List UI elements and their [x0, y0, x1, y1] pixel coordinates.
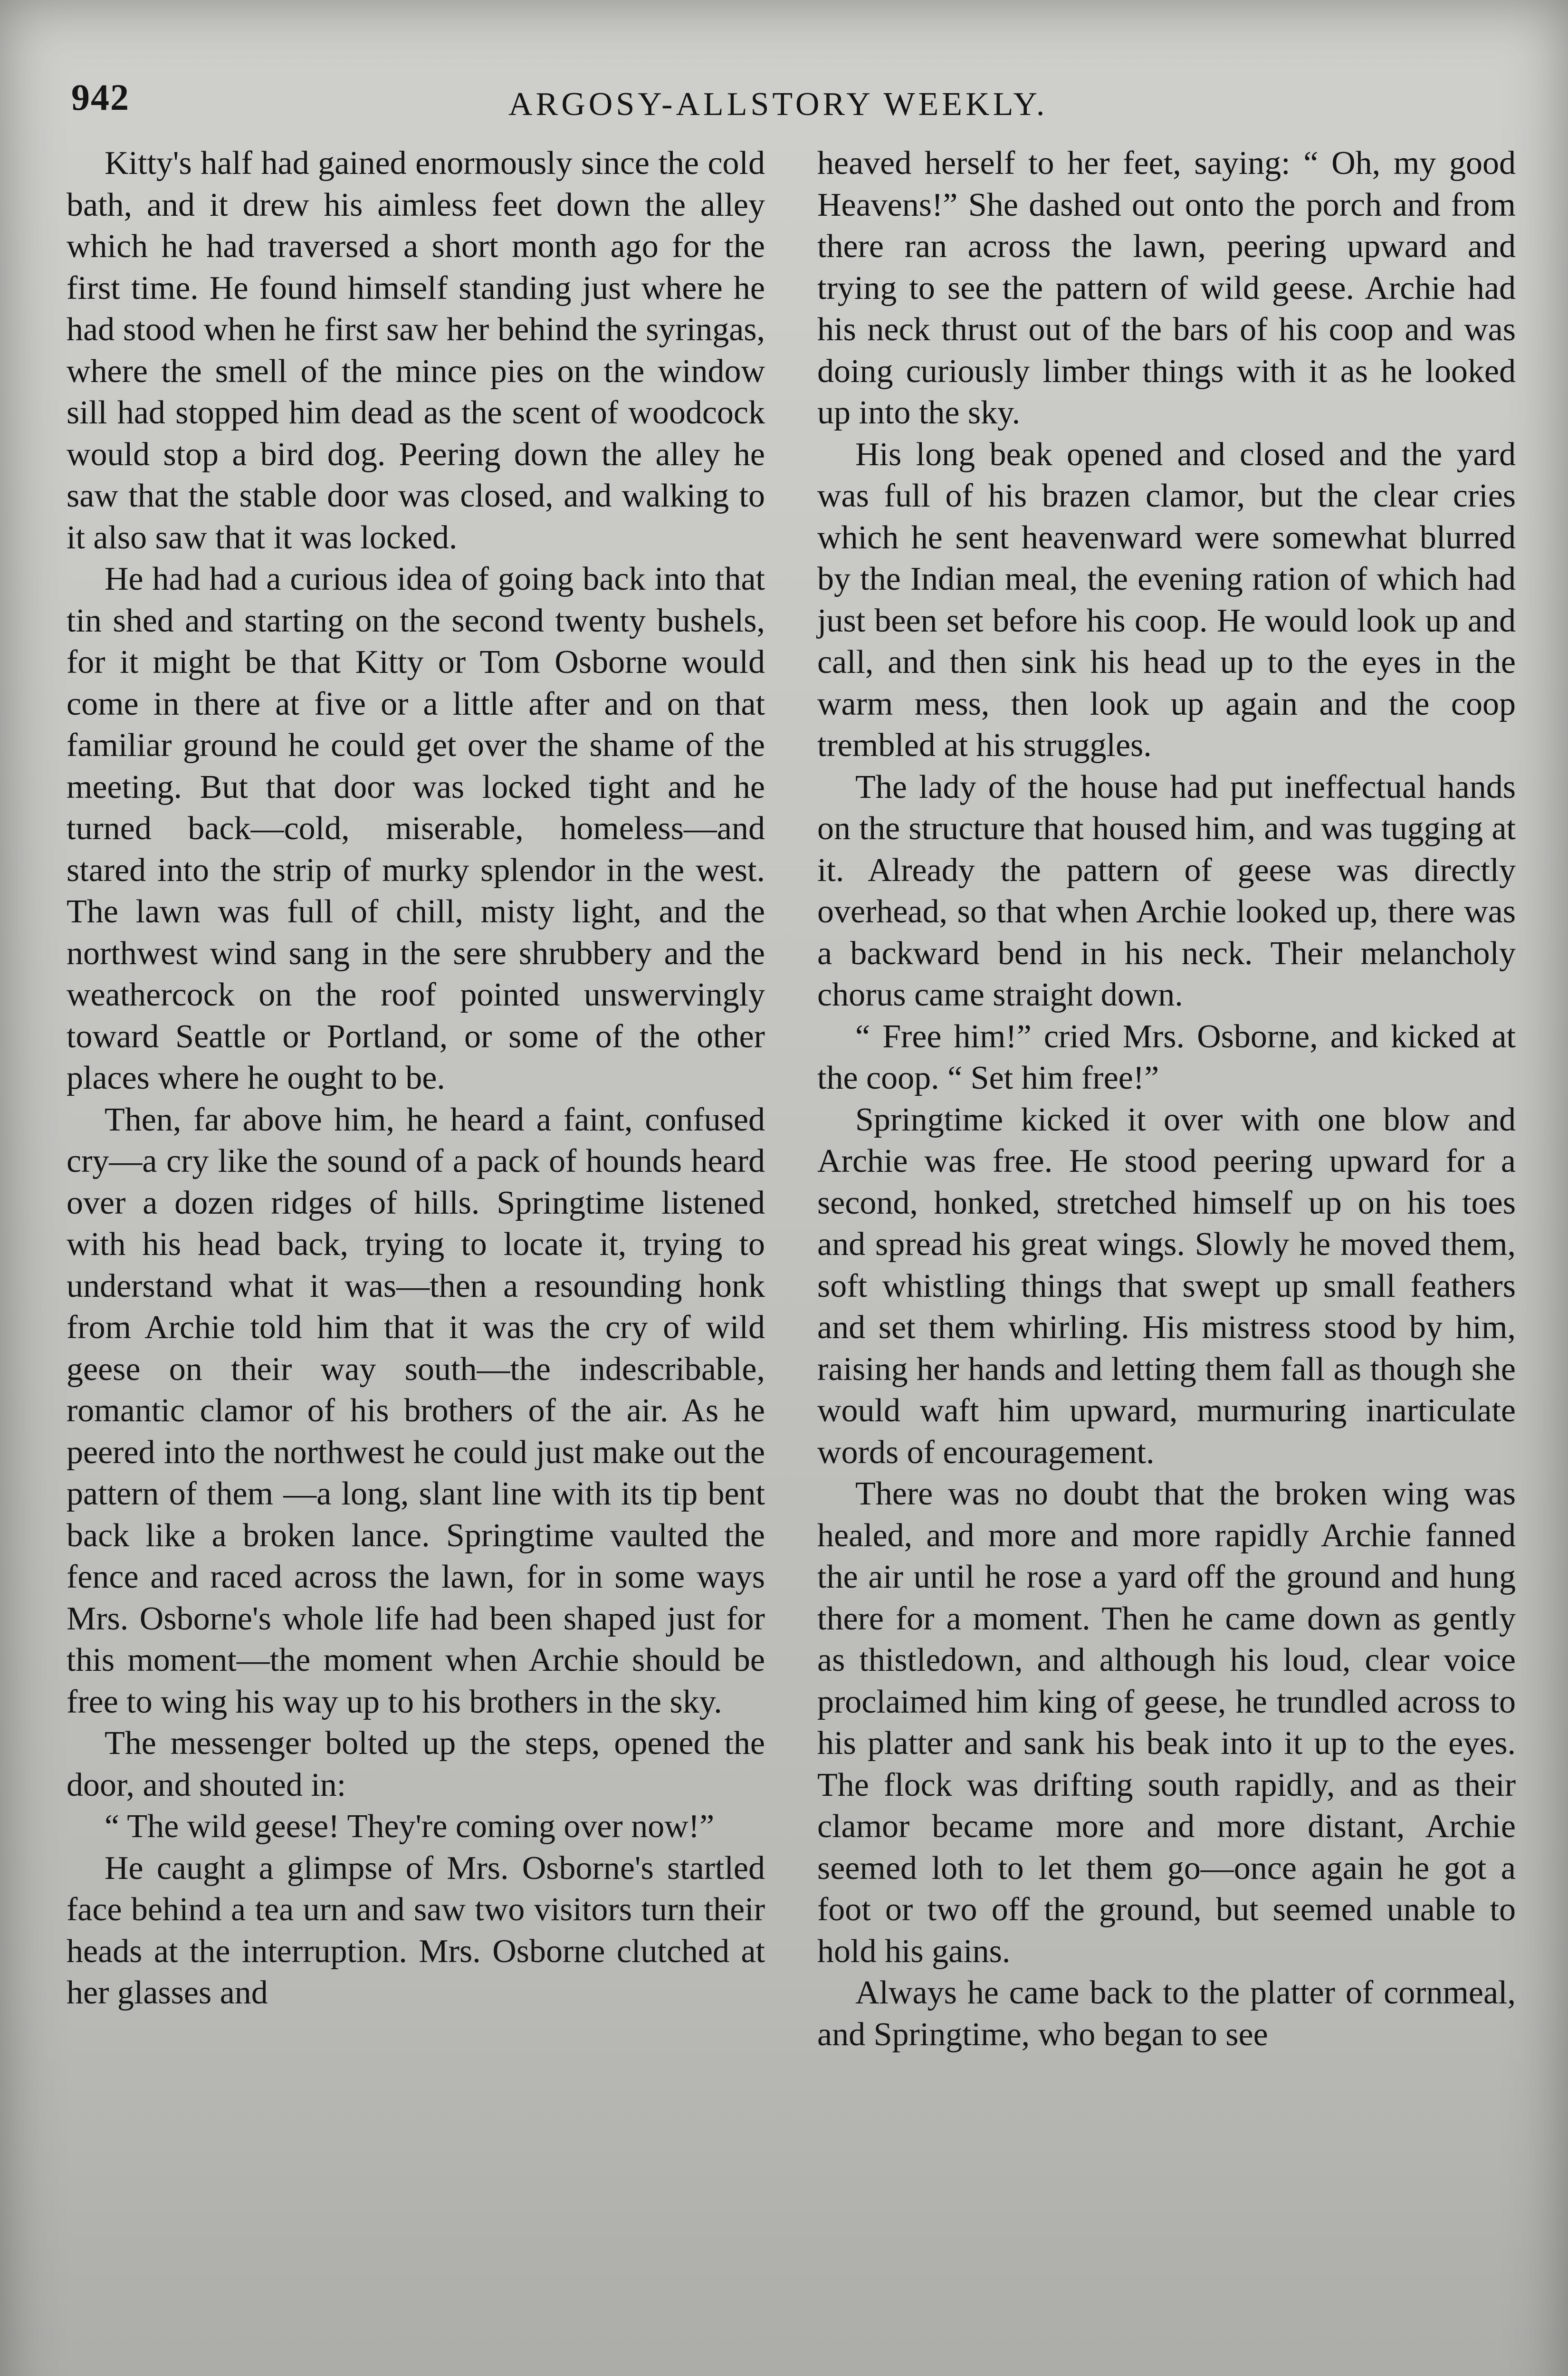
- left-column: [67, 143, 765, 2014]
- paragraph: He caught a glimpse of Mrs. Osborne's startled face behind a tea urn and saw two visitors turn their heads at the interruption. Mrs. Osborne clutched at her glasses and: [67, 1849, 765, 2011]
- running-head: ARGOSY-ALLSTORY WEEKLY.: [508, 86, 1048, 123]
- page-number: 942: [71, 77, 130, 118]
- paragraph: “ Free him!” cried Mrs. Osborne, and kicked at the coop. “ Set him free!”: [817, 1018, 1516, 1096]
- paragraph: Then, far above him, he heard a faint, confused cry—a cry like the sound of a pack of hounds heard over a dozen ridges of hills. Springtime listened with his head back, trying to locate it, trying to understand what it was—then a resounding honk from Archie told him that it was the cry of wild geese on their way south—the indescribable, romantic clamor of his brothers of the air. As he peered into the northwest he could just make out the pattern of them —a long, slant line with its tip bent back like a broken lance. Springtime vaulted the fence and raced across the lawn, for in some ways Mrs. Osborne's whole life had been shaped just for this moment—the moment when Archie should be free to wing his way up to his brothers in the sky.: [67, 1101, 765, 1720]
- paragraph: His long beak opened and closed and the yard was full of his brazen clamor, but the clear cries which he sent heavenward were somewhat blurred by the Indian meal, the evening ration of which had just been set before his coop. He would look up and call, and then sink his head up to the eyes in the warm mess, then look up again and the coop trembled at his struggles.: [817, 436, 1516, 764]
- paragraph: The messenger bolted up the steps, opened the door, and shouted in:: [67, 1725, 765, 1803]
- paragraph: “ The wild geese! They're coming over now!”: [105, 1808, 715, 1845]
- paragraph: heaved herself to her feet, saying: “ Oh, my good Heavens!” She dashed out onto the porch and from there ran across the lawn, peering upward and trying to see the pattern of wild geese. Archie had his neck thrust out of the bars of his coop and was doing curiously limber things with it as he looked up into the sky.: [817, 145, 1516, 431]
- paragraph: There was no doubt that the broken wing was healed, and more and more rapidly Archie fanned the air until he rose a yard off the ground and hung there for a moment. Then he came down as gently as thistledown, and although his loud, clear voice proclaimed him king of geese, he trundled across to his platter and sank his beak into it up to the eyes. The flock was drifting south rapidly, and as their clamor became more and more distant, Archie seemed loth to let them go—once again he got a foot or two off the ground, but seemed unable to hold his gains.: [817, 1475, 1516, 1970]
- paragraph: He had had a curious idea of going back into that tin shed and starting on the second twenty bushels, for it might be that Kitty or Tom Osborne would come in there at five or a little after and on that familiar ground he could get over the shame of the meeting. But that door was locked tight and he turned back—cold, miserable, homeless—and stared into the strip of murky splendor in the west. The lawn was full of chill, misty light, and the northwest wind sang in the sere shrubbery and the weathercock on the roof pointed unswervingly toward Seattle or Portland, or some of the other places where he ought to be.: [67, 561, 765, 1096]
- paragraph: Springtime kicked it over with one blow and Archie was free. He stood peering upward for a second, honked, stretched himself up on his toes and spread his great wings. Slowly he moved them, soft whistling things that swept up small feathers and set them whirling. His mistress stood by him, raising her hands and letting them fall as though she would waft him upward, murmuring inarticulate words of encouragement.: [817, 1101, 1516, 1471]
- right-column: [817, 143, 1516, 2055]
- paragraph: Always he came back to the platter of cornmeal, and Springtime, who began to see: [817, 1974, 1516, 2053]
- paragraph: Kitty's half had gained enormously since the cold bath, and it drew his aimless feet down the alley which he had traversed a short month ago for the first time. He found himself standing just where he had stood when he first saw her behind the syringas, where the smell of the mince pies on the window sill had stopped him dead as the scent of woodcock would stop a bird dog. Peering down the alley he saw that the stable door was closed, and walking to it also saw that it was locked.: [67, 145, 765, 556]
- page-header: [71, 71, 1497, 128]
- paragraph: The lady of the house had put ineffectual hands on the structure that housed him, and was tugging at it. Already the pattern of geese was directly overhead, so that when Archie looked up, there was a backward bend in his neck. Their melancholy chorus came straight down.: [817, 768, 1516, 1013]
